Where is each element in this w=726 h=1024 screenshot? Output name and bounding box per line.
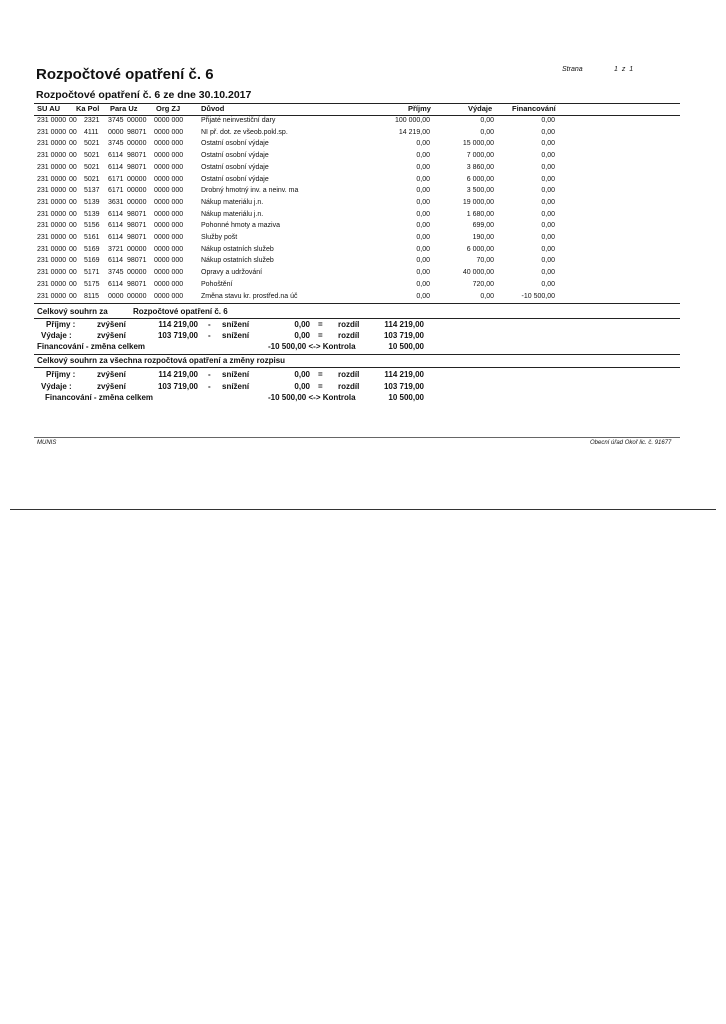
cell-prijmy: 0,00 xyxy=(416,257,430,265)
summary2-prijmy-snizeni: 0,00 xyxy=(294,370,310,379)
cell-vydaje: 0,00 xyxy=(480,117,494,124)
cell-duvod: Ostatní osobní výdaje xyxy=(201,140,269,148)
cell-para: 0000 xyxy=(108,292,124,300)
cell-ka: 00 xyxy=(69,198,77,206)
cell-ka: 00 xyxy=(69,140,77,148)
cell-su: 231 0000 xyxy=(37,187,67,195)
summary2-vydaje-label: Výdaje : xyxy=(41,382,72,391)
table-row xyxy=(0,164,726,176)
cell-para: 6114 xyxy=(108,234,124,241)
cell-org: 0000 000 xyxy=(154,128,184,136)
cell-pol: 5169 xyxy=(84,245,100,253)
cell-pol: 2321 xyxy=(84,117,100,124)
cell-uz: 98071 xyxy=(127,222,147,230)
summary1-vydaje-dash: - xyxy=(208,331,211,340)
cell-uz: 98071 xyxy=(127,152,147,160)
table-row xyxy=(0,176,726,188)
col-financovani: Financování xyxy=(512,104,556,113)
summary1-vydaje-eq: = xyxy=(318,331,323,340)
table-row xyxy=(0,211,726,223)
cell-uz: 00000 xyxy=(127,269,147,277)
cell-uz: 98071 xyxy=(127,234,147,241)
table-row xyxy=(0,199,726,211)
cell-vydaje: 40 000,00 xyxy=(462,269,494,277)
scan-edge-line xyxy=(10,509,716,510)
cell-su: 231 0000 xyxy=(37,292,67,300)
cell-fin: 0,00 xyxy=(541,222,555,230)
cell-para: 6114 xyxy=(108,210,124,218)
col-vydaje: Výdaje xyxy=(468,104,493,113)
cell-pol: 5139 xyxy=(84,198,100,206)
cell-fin: 0,00 xyxy=(541,234,555,241)
summary1-fin-label: Financování - změna celkem xyxy=(37,342,146,351)
summary2-vydaje-dash: - xyxy=(208,382,211,391)
cell-para: 3631 xyxy=(108,198,124,206)
summary2-top-rule xyxy=(34,354,680,355)
cell-fin: 0,00 xyxy=(541,175,555,183)
cell-duvod: Přijaté neinvestiční dary xyxy=(201,117,276,124)
cell-org: 0000 000 xyxy=(154,140,184,148)
cell-ka: 00 xyxy=(69,269,77,277)
cell-ka: 00 xyxy=(69,117,77,124)
col-prijmy: Příjmy xyxy=(408,104,431,113)
cell-prijmy: 0,00 xyxy=(416,152,430,160)
cell-duvod: Ostatní osobní výdaje xyxy=(201,175,269,183)
summary2-vydaje-zvyseni-label: zvýšení xyxy=(97,382,126,391)
cell-duvod: Pohoštění xyxy=(201,280,233,288)
cell-org: 0000 000 xyxy=(154,269,184,277)
header-bottom-rule xyxy=(34,115,680,116)
cell-duvod: Změna stavu kr. prostřed.na úč xyxy=(201,292,298,300)
summary2-fin-value: -10 500,00 <-> Kontrola xyxy=(268,393,356,402)
table-row xyxy=(0,187,726,199)
summary1-prijmy-eq: = xyxy=(318,320,323,329)
cell-ka: 00 xyxy=(69,152,77,160)
cell-pol: 5156 xyxy=(84,222,100,230)
cell-uz: 98071 xyxy=(127,128,147,136)
cell-vydaje: 15 000,00 xyxy=(462,140,494,148)
cell-org: 0000 000 xyxy=(154,245,184,253)
cell-uz: 00000 xyxy=(127,292,147,300)
cell-ka: 00 xyxy=(69,257,77,265)
cell-para: 3745 xyxy=(108,117,124,124)
summary1-heading: Celkový souhrn za xyxy=(37,307,108,316)
cell-su: 231 0000 xyxy=(37,198,67,206)
cell-para: 6171 xyxy=(108,175,124,183)
cell-fin: 0,00 xyxy=(541,163,555,171)
cell-prijmy: 0,00 xyxy=(416,280,430,288)
cell-para: 6114 xyxy=(108,257,124,265)
summary1-prijmy-zvyseni: 114 219,00 xyxy=(158,320,198,329)
page-title: Rozpočtové opatření č. 6 xyxy=(36,66,214,83)
cell-org: 0000 000 xyxy=(154,198,184,206)
cell-duvod: Ostatní osobní výdaje xyxy=(201,152,269,160)
summary1-heading-ref: Rozpočtové opatření č. 6 xyxy=(133,307,228,316)
cell-pol: 4111 xyxy=(84,128,99,136)
cell-vydaje: 720,00 xyxy=(472,280,494,288)
cell-fin: 0,00 xyxy=(541,117,555,124)
cell-prijmy: 0,00 xyxy=(416,175,430,183)
cell-org: 0000 000 xyxy=(154,117,184,124)
cell-org: 0000 000 xyxy=(154,187,184,195)
cell-para: 3721 xyxy=(108,245,124,253)
summary1-vydaje-rozdil: 103 719,00 xyxy=(383,331,424,340)
table-row xyxy=(0,234,726,246)
summary2-prijmy-dash: - xyxy=(208,370,211,379)
summary1-prijmy-label: Příjmy : xyxy=(46,320,76,329)
cell-fin: 0,00 xyxy=(541,269,555,277)
footer-license: Obecní úřad Okoř lic. č. 91677 xyxy=(590,440,672,446)
col-su-au: SU AU xyxy=(37,104,61,113)
cell-org: 0000 000 xyxy=(154,152,184,160)
cell-fin: -10 500,00 xyxy=(521,292,555,300)
cell-pol: 5021 xyxy=(84,163,100,171)
cell-vydaje: 3 860,00 xyxy=(466,163,494,171)
summary1-prijmy-snizeni-label: snížení xyxy=(222,320,250,329)
cell-ka: 00 xyxy=(69,280,77,288)
table-row xyxy=(0,140,726,152)
cell-pol: 5021 xyxy=(84,140,100,148)
cell-ka: 00 xyxy=(69,222,77,230)
cell-vydaje: 1 680,00 xyxy=(466,210,494,218)
cell-su: 231 0000 xyxy=(37,280,67,288)
cell-para: 3745 xyxy=(108,140,124,148)
cell-prijmy: 0,00 xyxy=(416,140,430,148)
cell-pol: 5137 xyxy=(84,187,100,195)
cell-para: 0000 xyxy=(108,128,124,136)
summary2-vydaje-zvyseni: 103 719,00 xyxy=(157,382,198,391)
summary2-prijmy-eq: = xyxy=(318,370,323,379)
cell-prijmy: 0,00 xyxy=(416,187,430,195)
summary1-prijmy-rozdil: 114 219,00 xyxy=(384,320,424,329)
table-row xyxy=(0,257,726,269)
cell-pol: 5139 xyxy=(84,210,100,218)
cell-ka: 00 xyxy=(69,245,77,253)
summary2-vydaje-rozdil-label: rozdíl xyxy=(338,382,360,391)
cell-vydaje: 70,00 xyxy=(476,257,494,265)
cell-duvod: Služby pošt xyxy=(201,234,238,241)
cell-vydaje: 6 000,00 xyxy=(466,245,494,253)
cell-org: 0000 000 xyxy=(154,163,184,171)
cell-ka: 00 xyxy=(69,187,77,195)
cell-fin: 0,00 xyxy=(541,280,555,288)
cell-ka: 00 xyxy=(69,128,77,136)
cell-ka: 00 xyxy=(69,210,77,218)
cell-pol: 5161 xyxy=(84,234,100,241)
cell-uz: 98071 xyxy=(127,163,147,171)
cell-su: 231 0000 xyxy=(37,245,67,253)
cell-su: 231 0000 xyxy=(37,222,67,230)
summary2-vydaje-snizeni: 0,00 xyxy=(294,382,310,391)
cell-ka: 00 xyxy=(69,292,77,300)
cell-fin: 0,00 xyxy=(541,140,555,148)
cell-org: 0000 000 xyxy=(154,234,184,241)
col-duvod: Důvod xyxy=(201,104,225,113)
summary1-prijmy-dash: - xyxy=(208,320,211,329)
cell-org: 0000 000 xyxy=(154,292,184,300)
table-row xyxy=(0,222,726,234)
cell-prijmy: 0,00 xyxy=(416,269,430,277)
cell-su: 231 0000 xyxy=(37,163,67,171)
table-row xyxy=(0,246,726,258)
cell-fin: 0,00 xyxy=(541,210,555,218)
cell-vydaje: 190,00 xyxy=(472,234,494,241)
summary1-prijmy-snizeni: 0,00 xyxy=(294,320,310,329)
col-ka-pol: Ka Pol xyxy=(76,104,100,113)
cell-prijmy: 0,00 xyxy=(416,163,430,171)
cell-uz: 00000 xyxy=(127,245,147,253)
cell-ka: 00 xyxy=(69,175,77,183)
cell-uz: 98071 xyxy=(127,280,147,288)
cell-vydaje: 6 000,00 xyxy=(466,175,494,183)
summary1-kontrola-value: 10 500,00 xyxy=(388,342,424,351)
cell-org: 0000 000 xyxy=(154,210,184,218)
cell-uz: 00000 xyxy=(127,187,147,195)
cell-su: 231 0000 xyxy=(37,128,67,136)
cell-vydaje: 3 500,00 xyxy=(466,187,494,195)
cell-su: 231 0000 xyxy=(37,210,67,218)
cell-prijmy: 100 000,00 xyxy=(394,117,430,124)
summary2-prijmy-zvyseni-label: zvýšení xyxy=(97,370,126,379)
cell-para: 6114 xyxy=(108,280,124,288)
cell-su: 231 0000 xyxy=(37,152,67,160)
cell-fin: 0,00 xyxy=(541,257,555,265)
summary2-fin-label: Financování - změna celkem xyxy=(45,393,154,402)
cell-duvod: Nákup materiálu j.n. xyxy=(201,198,264,206)
cell-uz: 00000 xyxy=(127,198,147,206)
col-para-uz: Para Uz xyxy=(110,104,138,113)
cell-su: 231 0000 xyxy=(37,175,67,183)
table-row xyxy=(0,129,726,141)
cell-pol: 5171 xyxy=(84,269,100,277)
summary1-vydaje-label: Výdaje : xyxy=(41,331,72,340)
cell-pol: 5169 xyxy=(84,257,100,265)
cell-pol: 5021 xyxy=(84,152,100,160)
cell-prijmy: 0,00 xyxy=(416,245,430,253)
cell-prijmy: 0,00 xyxy=(416,210,430,218)
cell-para: 6114 xyxy=(108,163,124,171)
summary2-vydaje-eq: = xyxy=(318,382,323,391)
cell-su: 231 0000 xyxy=(37,269,67,277)
cell-duvod: Nákup materiálu j.n. xyxy=(201,210,264,218)
table-row xyxy=(0,281,726,293)
cell-ka: 00 xyxy=(69,234,77,241)
cell-fin: 0,00 xyxy=(541,245,555,253)
cell-fin: 0,00 xyxy=(541,198,555,206)
summary1-vydaje-snizeni-label: snížení xyxy=(222,331,250,340)
cell-para: 6171 xyxy=(108,187,124,195)
cell-su: 231 0000 xyxy=(37,140,67,148)
cell-vydaje: 0,00 xyxy=(480,292,494,300)
cell-duvod: Nákup ostatních služeb xyxy=(201,245,274,253)
col-org-zj: Org ZJ xyxy=(156,104,181,113)
summary1-fin-value: -10 500,00 <-> Kontrola xyxy=(268,342,356,351)
cell-vydaje: 699,00 xyxy=(472,222,494,230)
cell-uz: 00000 xyxy=(127,140,147,148)
summary2-vydaje-snizeni-label: snížení xyxy=(222,382,250,391)
summary1-vydaje-zvyseni-label: zvýšení xyxy=(97,331,126,340)
page-number: 1 z 1 xyxy=(614,66,635,73)
summary1-vydaje-zvyseni: 103 719,00 xyxy=(157,331,198,340)
cell-uz: 00000 xyxy=(127,117,147,124)
cell-org: 0000 000 xyxy=(154,222,184,230)
summary1-vydaje-rozdil-label: rozdíl xyxy=(338,331,360,340)
cell-prijmy: 0,00 xyxy=(416,234,430,241)
cell-prijmy: 14 219,00 xyxy=(398,128,430,136)
summary1-prijmy-rozdil-label: rozdíl xyxy=(338,320,360,329)
cell-vydaje: 0,00 xyxy=(480,128,494,136)
summary2-kontrola-value: 10 500,00 xyxy=(388,393,424,402)
cell-prijmy: 0,00 xyxy=(416,292,430,300)
cell-org: 0000 000 xyxy=(154,280,184,288)
cell-uz: 98071 xyxy=(127,210,147,218)
cell-prijmy: 0,00 xyxy=(416,198,430,206)
cell-vydaje: 7 000,00 xyxy=(466,152,494,160)
summary2-heading: Celkový souhrn za všechna rozpočtová opatření a změny rozpisu xyxy=(37,356,286,365)
footer-software: MUNIS xyxy=(37,440,57,446)
cell-duvod: NI př. dot. ze všeob.pokl.sp. xyxy=(201,128,288,136)
cell-su: 231 0000 xyxy=(37,234,67,241)
cell-ka: 00 xyxy=(69,163,77,171)
cell-prijmy: 0,00 xyxy=(416,222,430,230)
cell-para: 6114 xyxy=(108,152,124,160)
cell-duvod: Pohonné hmoty a maziva xyxy=(201,222,280,230)
cell-duvod: Opravy a udržování xyxy=(201,269,263,277)
summary1-rule xyxy=(34,318,680,319)
cell-duvod: Ostatní osobní výdaje xyxy=(201,163,269,171)
cell-pol: 5021 xyxy=(84,175,100,183)
cell-uz: 00000 xyxy=(127,175,147,183)
table-row xyxy=(0,152,726,164)
table-row xyxy=(0,269,726,281)
cell-fin: 0,00 xyxy=(541,187,555,195)
cell-pol: 5175 xyxy=(84,280,100,288)
document-subtitle: Rozpočtové opatření č. 6 ze dne 30.10.2017 xyxy=(36,89,252,101)
cell-para: 6114 xyxy=(108,222,124,230)
summary2-vydaje-rozdil: 103 719,00 xyxy=(383,382,424,391)
cell-para: 3745 xyxy=(108,269,124,277)
cell-fin: 0,00 xyxy=(541,152,555,160)
cell-su: 231 0000 xyxy=(37,117,67,124)
summary2-prijmy-snizeni-label: snížení xyxy=(222,370,250,379)
cell-duvod: Drobný hmotný inv. a neinv. ma xyxy=(201,187,299,195)
table-row xyxy=(0,117,726,129)
cell-fin: 0,00 xyxy=(541,128,555,136)
page-label: Strana xyxy=(562,66,583,73)
cell-org: 0000 000 xyxy=(154,175,184,183)
table-bottom-rule xyxy=(34,303,680,304)
cell-duvod: Nákup ostatních služeb xyxy=(201,257,274,265)
summary2-prijmy-rozdil: 114 219,00 xyxy=(384,370,424,379)
summary2-prijmy-label: Příjmy : xyxy=(46,370,76,379)
footer-rule xyxy=(34,437,680,438)
cell-su: 231 0000 xyxy=(37,257,67,265)
cell-pol: 8115 xyxy=(84,292,100,300)
summary2-prijmy-zvyseni: 114 219,00 xyxy=(158,370,198,379)
summary1-vydaje-snizeni: 0,00 xyxy=(294,331,310,340)
cell-org: 0000 000 xyxy=(154,257,184,265)
summary2-rule xyxy=(34,367,680,368)
cell-uz: 98071 xyxy=(127,257,147,265)
cell-vydaje: 19 000,00 xyxy=(462,198,494,206)
summary2-prijmy-rozdil-label: rozdíl xyxy=(338,370,360,379)
summary1-prijmy-zvyseni-label: zvýšení xyxy=(97,320,126,329)
